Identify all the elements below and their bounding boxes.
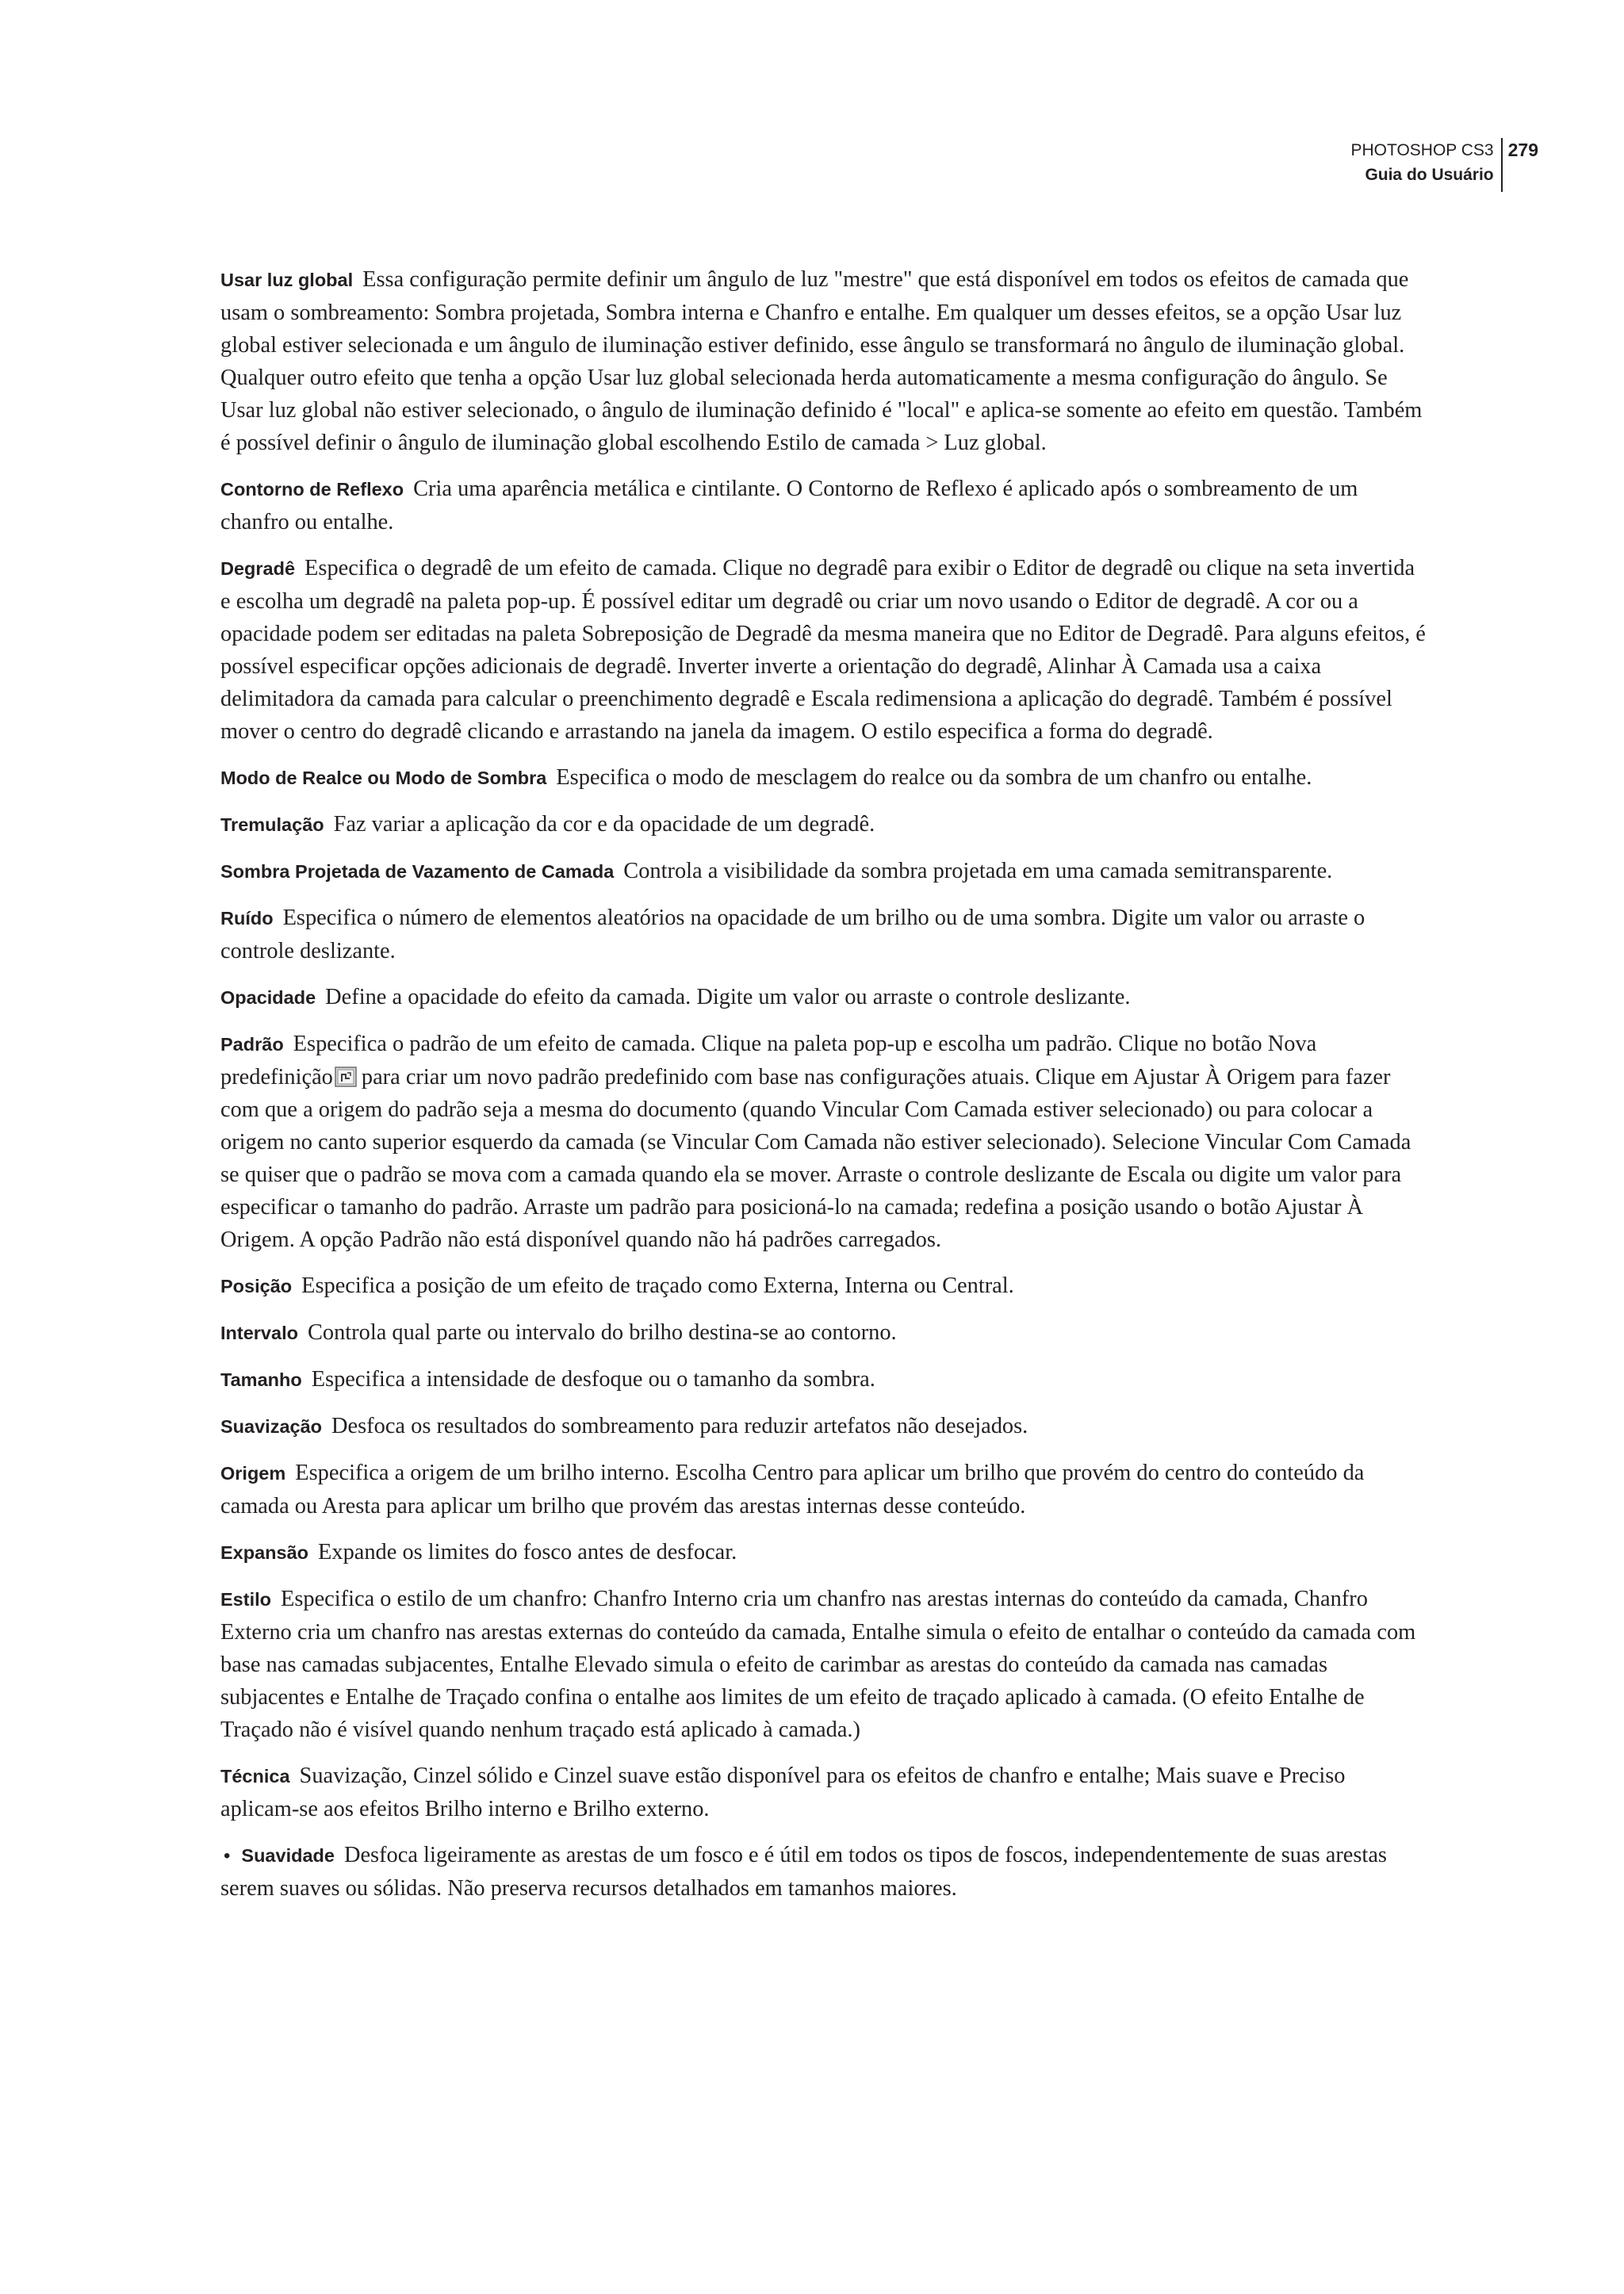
definition-text: Especifica a intensidade de desfoque ou o tamanho da sombra. xyxy=(311,1367,875,1392)
definition-term: Estilo xyxy=(220,1589,271,1610)
definition-text: Desfoca ligeiramente as arestas de um fosco e é útil em todos os tipos de foscos, independentemente de suas arestas serem suaves ou sólidas. Não preserva recursos detalhados em tamanhos maiores. xyxy=(220,1843,1387,1901)
definition-text: Especifica o número de elementos aleatórios na opacidade de um brilho ou de uma sombra. Digite um valor ou arraste o controle deslizante. xyxy=(220,906,1365,963)
definition-term: Suavidade xyxy=(241,1845,335,1866)
definition-entry xyxy=(220,552,1426,748)
definition-entry xyxy=(220,902,1426,967)
running-header xyxy=(1351,138,1539,192)
definition-entry xyxy=(220,808,1426,841)
definition-text: Suavização, Cinzel sólido e Cinzel suave estão disponível para os efeitos de chanfro e entalhe; Mais suave e Preciso aplicam-se aos efeitos Brilho interno e Brilho externo. xyxy=(220,1764,1346,1821)
definition-term: Usar luz global xyxy=(220,270,354,290)
definition-text: Controla a visibilidade da sombra projetada em uma camada semitransparente. xyxy=(623,859,1333,883)
definition-text: Define a opacidade do efeito da camada. Digite um valor ou arraste o controle deslizante. xyxy=(325,985,1131,1009)
definition-entry xyxy=(220,855,1426,888)
definition-entry xyxy=(220,1760,1426,1825)
definition-entry xyxy=(220,473,1426,538)
definition-term: Modo de Realce ou Modo de Sombra xyxy=(220,768,547,788)
definition-term: Ruído xyxy=(220,908,274,929)
definition-text: Especifica o modo de mesclagem do realce ou da sombra de um chanfro ou entalhe. xyxy=(556,765,1312,790)
definition-term: Opacidade xyxy=(220,987,316,1008)
header-title-block xyxy=(1351,138,1503,192)
header-guide-name: Guia do Usuário xyxy=(1365,166,1494,184)
definition-term: Tremulação xyxy=(220,814,324,835)
definition-entry xyxy=(220,1536,1426,1569)
definition-text: Controla qual parte ou intervalo do brilho destina-se ao contorno. xyxy=(307,1320,897,1345)
definition-entry xyxy=(220,1410,1426,1443)
definition-text: Especifica o degradê de um efeito de camada. Clique no degradê para exibir o Editor de degradê ou clique na seta invertida e escolha um degradê na paleta pop-up. É possível editar um degradê ou criar um novo usando o Editor de degradê. A cor ou a opacidade podem ser editadas na paleta Sobreposição de Degradê da mesma maneira que no Editor de Degradê. Para alguns efeitos, é possível especificar opções adicionais de degradê. Inverter inverte a orientação do degradê, Alinhar À Camada usa a caixa delimitadora da camada para calcular o preenchimento degradê e Escala redimensiona a aplicação do degradê. Também é possível mover o centro do degradê clicando e arrastando na janela da imagem. O estilo especifica a forma do degradê. xyxy=(220,556,1426,744)
definition-text: Essa configuração permite definir um ângulo de luz "mestre" que está disponível em todos os efeitos de camada que usam o sombreamento: Sombra projetada, Sombra interna e Chanfro e entalhe. Em qualquer um desses efeitos, se a opção Usar luz global estiver selecionada e um ângulo de iluminação estiver definido, esse ângulo se transformará no ângulo de iluminação global. Qualquer outro efeito que tenha a opção Usar luz global selecionada herda automaticamente a mesma configuração do ângulo. Se Usar luz global não estiver selecionado, o ângulo de iluminação definido é "local" e aplica-se somente ao efeito em questão. Também é possível definir o ângulo de iluminação global escolhendo Estilo de camada > Luz global. xyxy=(220,267,1423,455)
definition-term: Expansão xyxy=(220,1542,309,1563)
definition-entry xyxy=(220,761,1426,795)
definition-entry xyxy=(220,1316,1426,1350)
definition-term: Intervalo xyxy=(220,1323,298,1343)
definition-entry xyxy=(220,1457,1426,1522)
bullet-entry xyxy=(220,1839,1426,1905)
definition-term: Contorno de Reflexo xyxy=(220,479,404,500)
definition-entry xyxy=(220,1583,1426,1746)
bullet-marker: • xyxy=(224,1845,231,1867)
definition-text-after-icon: para criar um novo padrão predefinido com base nas configurações atuais. Clique em Ajustar À Origem para fazer com que a origem do padrão seja a mesma do documento (quando Vincular Com Camada estiver selecionado) ou para colocar a origem no canto superior esquerdo da camada (se Vincular Com Camada não estiver selecionado). Selecione Vincular Com Camada se quiser que o padrão se mova com a camada quando ela se mover. Arraste o controle deslizante de Escala ou digite um valor para especificar o tamanho do padrão. Arraste um padrão para posicioná-lo na camada; redefina a posição usando o botão Ajustar À Origem. A opção Padrão não está disponível quando não há padrões carregados. xyxy=(220,1065,1411,1252)
definition-entry xyxy=(220,981,1426,1014)
definition-term: Sombra Projetada de Vazamento de Camada xyxy=(220,861,615,882)
definition-term: Degradê xyxy=(220,558,296,579)
definition-term: Origem xyxy=(220,1463,286,1484)
definition-term: Técnica xyxy=(220,1766,290,1787)
definition-text: Especifica a origem de um brilho interno. Escolha Centro para aplicar um brilho que provém do centro do conteúdo da camada ou Aresta para aplicar um brilho que provém das arestas internas desse conteúdo. xyxy=(220,1461,1365,1518)
body-content xyxy=(220,263,1426,1918)
definition-term: Suavização xyxy=(220,1416,323,1437)
header-product-name: PHOTOSHOP CS3 xyxy=(1350,141,1494,159)
definition-term: Posição xyxy=(220,1276,293,1296)
definition-text: Cria uma aparência metálica e cintilante. O Contorno de Reflexo é aplicado após o sombreamento de um chanfro ou entalhe. xyxy=(220,477,1358,534)
definition-text: Expande os limites do fosco antes de desfocar. xyxy=(318,1540,737,1564)
new-preset-icon xyxy=(335,1064,357,1085)
definition-text-before-icon: Especifica o padrão de um efeito de camada. Clique na paleta pop-up e escolha um padrão. Clique no botão Nova predefinição xyxy=(220,1032,1317,1090)
definition-term: Tamanho xyxy=(220,1369,302,1390)
definition-entry xyxy=(220,1363,1426,1396)
definition-text: Especifica a posição de um efeito de traçado como Externa, Interna ou Central. xyxy=(301,1273,1014,1298)
definition-term: Padrão xyxy=(220,1034,284,1055)
definition-text: Especifica o estilo de um chanfro: Chanfro Interno cria um chanfro nas arestas internas do conteúdo da camada, Chanfro Externo cria um chanfro nas arestas externas do conteúdo da camada, Entalhe simula o efeito de entalhar o conteúdo da camada com base nas camadas subjacentes, Entalhe Elevado simula o efeito de carimbar as arestas do conteúdo da camada nas camadas subjacentes e Entalhe de Traçado confina o entalhe aos limites de um efeito de traçado aplicado à camada. (O efeito Entalhe de Traçado não é visível quando nenhum traçado está aplicado à camada.) xyxy=(220,1587,1416,1742)
definition-text: Faz variar a aplicação da cor e da opacidade de um degradê. xyxy=(333,812,875,837)
definition-entry xyxy=(220,1028,1426,1256)
definition-entry xyxy=(220,263,1426,459)
definition-text: Desfoca os resultados do sombreamento para reduzir artefatos não desejados. xyxy=(331,1414,1028,1438)
definition-entry xyxy=(220,1270,1426,1303)
page-number: 279 xyxy=(1507,140,1538,160)
